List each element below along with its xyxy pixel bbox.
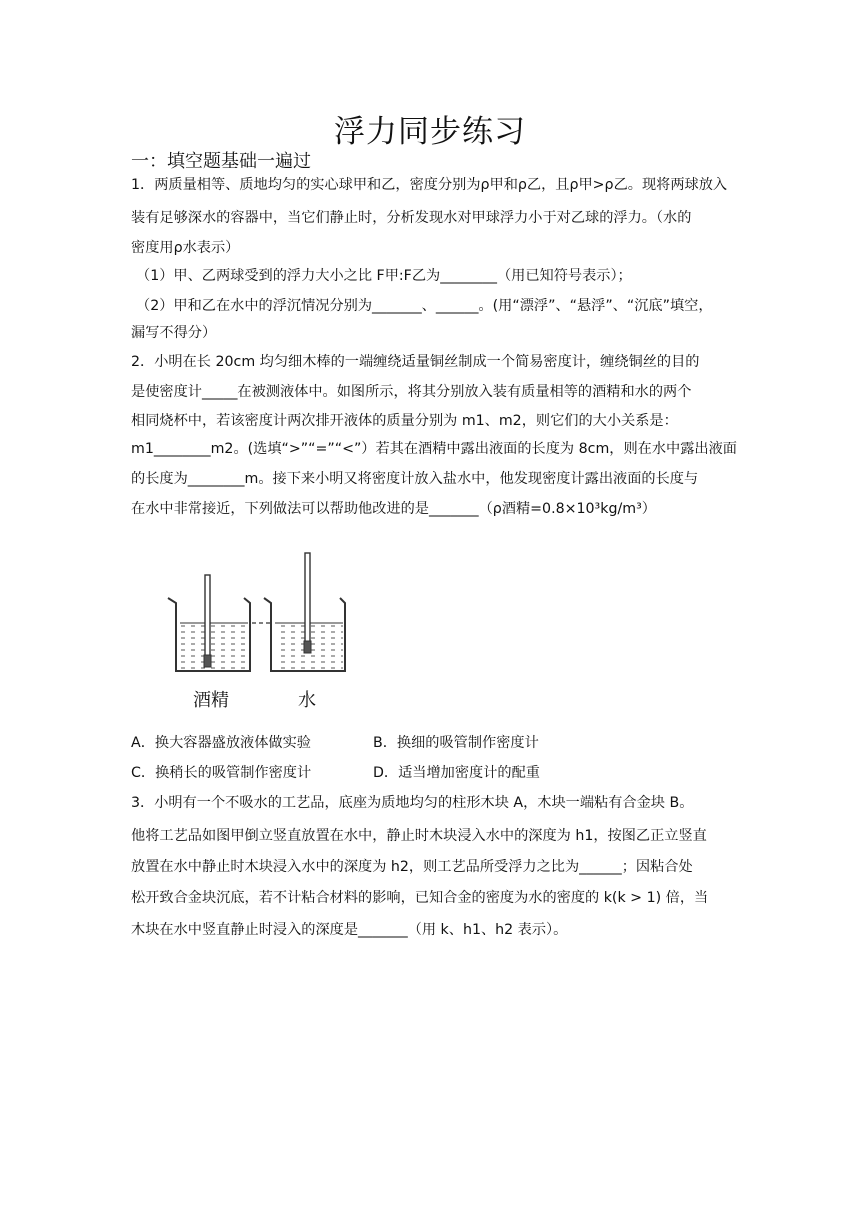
q3-line-1: 3．小明有一个不吸水的工艺品，底座为质地均匀的柱形木块 A，木块一端粘有合金块 B。 — [131, 795, 694, 811]
figure-label-alcohol: 酒精 — [193, 690, 229, 711]
q2-line-2: 是使密度计_____在被测液体中。如图所示，将其分别放入装有质量相等的酒精和水的两个 — [131, 384, 692, 400]
page-title: 浮力同步练习 — [334, 114, 526, 150]
option-a: A．换大容器盛放液体做实验 — [131, 735, 311, 751]
q1-part-2b: 漏写不得分） — [131, 325, 217, 341]
q2-line-6: 在水中非常接近，下列做法可以帮助他改进的是_______（ρ酒精=0.8×10³kg/m³） — [131, 501, 656, 517]
q2-line-5: 的长度为________m。接下来小明又将密度计放入盐水中，他发现密度计露出液面的长度与 — [131, 471, 699, 487]
q1-line-3: 密度用ρ水表示） — [131, 240, 240, 256]
figure-label-water: 水 — [298, 690, 316, 711]
q1-line-1: 1．两质量相等、质地均匀的实心球甲和乙，密度分别为ρ甲和ρ乙，且ρ甲>ρ乙。现将两球放入 — [131, 177, 728, 193]
q3-line-5: 木块在水中竖直静止时浸入的深度是_______（用 k、h1、h2 表示）。 — [131, 922, 568, 938]
alcohol-beaker — [168, 575, 250, 671]
q2-line-3: 相同烧杯中，若该密度计两次排开液体的质量分别为 m1、m2，则它们的大小关系是： — [131, 413, 678, 429]
option-d: D．适当增加密度计的配重 — [373, 765, 540, 781]
q1-part-2a: （2）甲和乙在水中的浮沉情况分别为_______、______。(用“漂浮”、“悬浮”、“沉底”填空， — [136, 298, 713, 314]
option-b: B．换细的吸管制作密度计 — [373, 735, 539, 751]
q3-line-3: 放置在水中静止时木块浸入水中的深度为 h2，则工艺品所受浮力之比为______；因粘合处 — [131, 859, 693, 875]
q1-line-2: 装有足够深水的容器中，当它们静止时，分析发现水对甲球浮力小于对乙球的浮力。（水的 — [131, 210, 692, 226]
section-heading: 一：填空题基础一遍过 — [131, 151, 311, 172]
q3-line-2: 他将工艺品如图甲倒立竖直放置在水中，静止时木块浸入水中的深度为 h1，按图乙正立竖直 — [131, 828, 707, 844]
water-beaker — [264, 553, 345, 671]
q1-part-1: （1）甲、乙两球受到的浮力大小之比 F甲:F乙为________（用已知符号表示）； — [136, 268, 632, 284]
option-c: C．换稍长的吸管制作密度计 — [131, 765, 312, 781]
q2-line-1: 2．小明在长 20cm 均匀细木棒的一端缠绕适量铜丝制成一个简易密度计，缠绕铜丝的目的 — [131, 354, 700, 370]
hydrometer-figure — [160, 545, 350, 710]
q2-line-4: m1________m2。(选填“>”“=”“<”）若其在酒精中露出液面的长度为 8cm，则在水中露出液面 — [131, 441, 737, 457]
q3-line-4: 松开致合金块沉底，若不计粘合材料的影响，已知合金的密度为水的密度的 k(k > 1) 倍，当 — [131, 890, 709, 906]
